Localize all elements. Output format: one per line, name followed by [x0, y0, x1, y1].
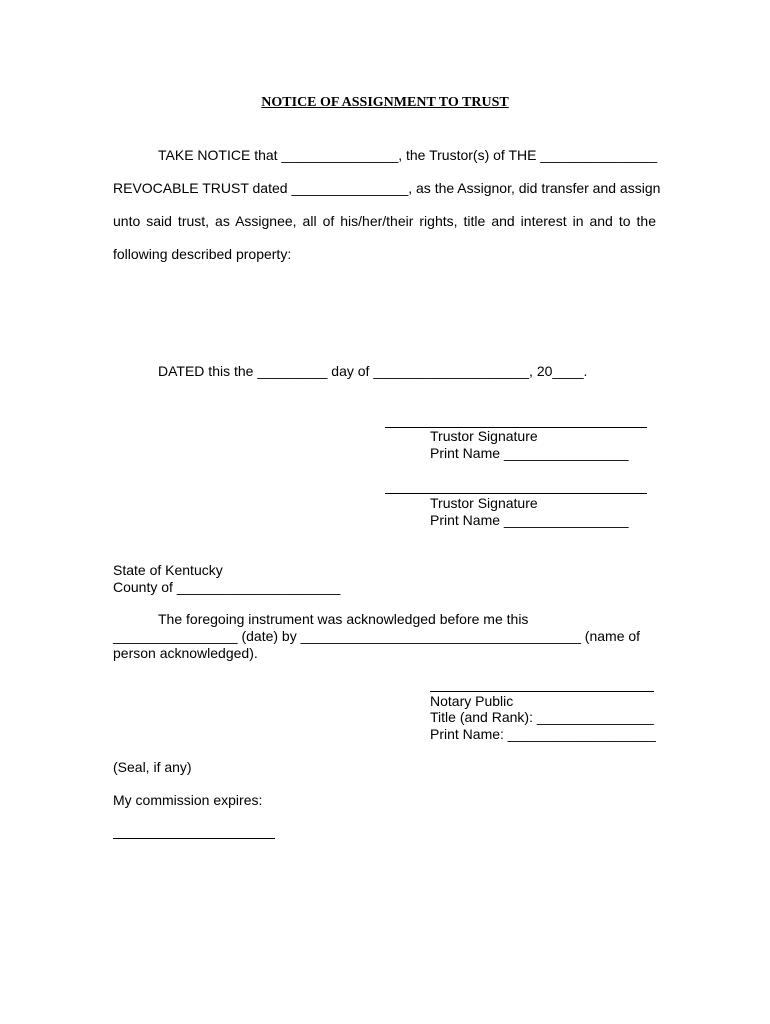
seal-line: (Seal, if any): [113, 759, 192, 775]
body-line-2: REVOCABLE TRUST dated _______________, as the Assignor, did transfer and assign: [113, 180, 661, 196]
acknowledgment-line-3: person acknowledged).: [113, 645, 258, 661]
notary-signature-line: [430, 691, 654, 692]
trustor-signature-line-2: [385, 493, 647, 494]
county-line: County of _____________________: [113, 579, 341, 595]
dated-line: DATED this the _________ day of ____________________, 20____.: [158, 363, 588, 379]
acknowledgment-line-2: ________________ (date) by ____________________________________ (name of: [113, 628, 641, 644]
body-line-3: unto said trust, as Assignee, all of his/her/their rights, title and interest in and to the: [113, 213, 656, 229]
trustor-print-name-1: Print Name ________________: [430, 445, 629, 461]
trustor-print-name-2: Print Name ________________: [430, 512, 629, 528]
notary-title-rank: Title (and Rank): _______________: [430, 709, 654, 725]
notary-print-name: Print Name: ___________________: [430, 726, 656, 742]
commission-expires-label: My commission expires:: [113, 792, 263, 808]
state-line: State of Kentucky: [113, 562, 223, 578]
notary-public-label: Notary Public: [430, 693, 514, 709]
body-line-4: following described property:: [113, 246, 292, 262]
acknowledgment-line-1: The foregoing instrument was acknowledged before me this: [158, 611, 529, 627]
document-title: NOTICE OF ASSIGNMENT TO TRUST: [261, 95, 509, 110]
trustor-signature-label-1: Trustor Signature: [430, 428, 538, 444]
commission-expires-line: [113, 838, 275, 839]
trustor-signature-label-2: Trustor Signature: [430, 495, 538, 511]
body-line-1: TAKE NOTICE that _______________, the Trustor(s) of THE _______________: [158, 147, 658, 163]
